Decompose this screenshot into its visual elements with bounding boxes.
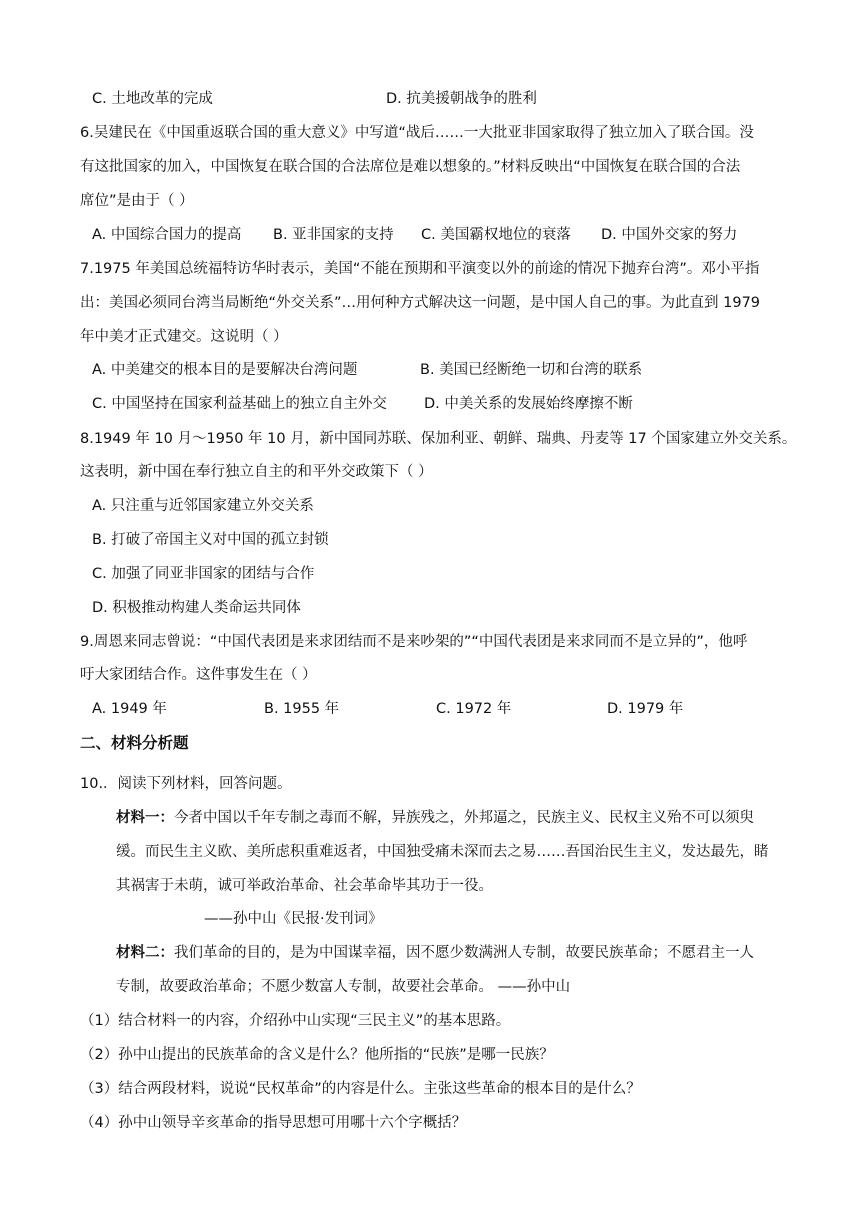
q8-stem-line2: 这表明，新中国在奉行独立自主的和平外交政策下（ ） [80,464,433,480]
q9-option-b: B. 1955 年 [264,701,340,717]
material-1-text1: 今者中国以千年专制之毒而不解，异族残之，外邦逼之，民族主义、民权主义殆不可以须臾 [174,810,754,826]
material-2-line2: 专制，故要政治革命；不愿少数富人专制，故要社会革命。 ——孙中山 [116,979,571,995]
q7-option-a: A. 中美建交的根本目的是要解决台湾问题 [92,362,358,378]
q7-option-b: B. 美国已经断绝一切和台湾的联系 [420,362,643,378]
q10-sub-2: （2）孙中山提出的民族革命的含义是什么？他所指的“民族”是哪一民族？ [80,1047,554,1063]
q7-option-d: D. 中美关系的发展始终摩擦不断 [424,396,633,412]
q10-stem: 10.．阅读下列材料，回答问题。 [80,776,292,792]
q8-option-c: C. 加强了同亚非国家的团结与合作 [92,566,315,582]
material-1-line2: 缓。而民生主义欧、美所虑积重难返者，中国独受痛未深而去之易……吾国治民生主义，发达最先，睹 [116,844,769,860]
q7-stem-line3: 年中美才正式建交。这说明（ ） [80,329,288,345]
material-2-text1: 我们革命的目的，是为中国谋幸福，因不愿少数满洲人专制，故要民族革命；不愿君主一人 [174,945,754,961]
q5-option-c: C. 土地改革的完成 [92,91,213,107]
q7-stem-line2: 出：美国必须同台湾当局断绝“外交关系”…用何种方式解决这一问题，是中国人自己的事。为此直到 1979 [80,295,761,311]
q9-stem-line1: 9.周恩来同志曾说：“中国代表团是来求团结而不是来吵架的”“中国代表团是来求同而不是立异的”，他呼 [80,634,748,650]
material-1-line1 [116,808,754,828]
q8-option-d: D. 积极推动构建人类命运共同体 [92,600,301,616]
q5-option-d: D. 抗美援朝战争的胜利 [386,91,537,107]
q7-stem-line1: 7.1975 年美国总统福特访华时表示，美国“不能在预期和平演变以外的前途的情况下抛弃台湾”。邓小平指 [80,261,760,277]
q6-option-a: A. 中国综合国力的提高 [92,227,242,243]
material-2-label: 材料二： [116,945,174,961]
q9-option-a: A. 1949 年 [92,701,167,717]
q6-stem-line3: 席位”是由于（ ） [80,193,194,209]
material-1-line3: 其祸害于未萌，诚可举政治革命、社会革命毕其功于一役。 [116,878,493,894]
material-2-line1 [116,943,754,963]
q6-option-d: D. 中国外交家的努力 [601,227,738,243]
q8-option-b: B. 打破了帝国主义对中国的孤立封锁 [92,532,329,548]
section-heading: 二、材料分析题 [80,734,189,752]
q9-stem-line2: 吁大家团结合作。这件事发生在（ ） [80,667,317,683]
q6-stem-line1: 6.吴建民在《中国重返联合国的重大意义》中写道“战后……一大批亚非国家取得了独立加入了联合国。没 [80,125,754,141]
q8-stem-line1: 8.1949 年 10 月～1950 年 10 月，新中国同苏联、保加利亚、朝鲜、瑞典、丹麦等 17 个国家建立外交关系。 [80,431,797,447]
q7-option-c: C. 中国坚持在国家利益基础上的独立自主外交 [92,396,387,412]
q6-option-b: B. 亚非国家的支持 [273,227,394,243]
q9-option-c: C. 1972 年 [436,701,512,717]
material-1-source: ——孙中山《民报·发刊词》 [204,911,383,927]
q10-sub-3: （3）结合两段材料，说说“民权革命”的内容是什么。主张这些革命的根本目的是什么？ [80,1081,641,1097]
q6-option-c: C. 美国霸权地位的衰落 [421,227,571,243]
q10-sub-4: （4）孙中山领导辛亥革命的指导思想可用哪十六个字概括？ [80,1115,467,1131]
q9-option-d: D. 1979 年 [607,701,684,717]
q6-stem-line2: 有这批国家的加入，中国恢复在联合国的合法席位是难以想象的。”材料反映出“中国恢复在联合国的合法 [80,159,741,175]
q10-sub-1: （1）结合材料一的内容，介绍孙中山实现“三民主义”的基本思路。 [80,1013,511,1029]
q8-option-a: A. 只注重与近邻国家建立外交关系 [92,498,314,514]
material-1-label: 材料一： [116,810,174,826]
